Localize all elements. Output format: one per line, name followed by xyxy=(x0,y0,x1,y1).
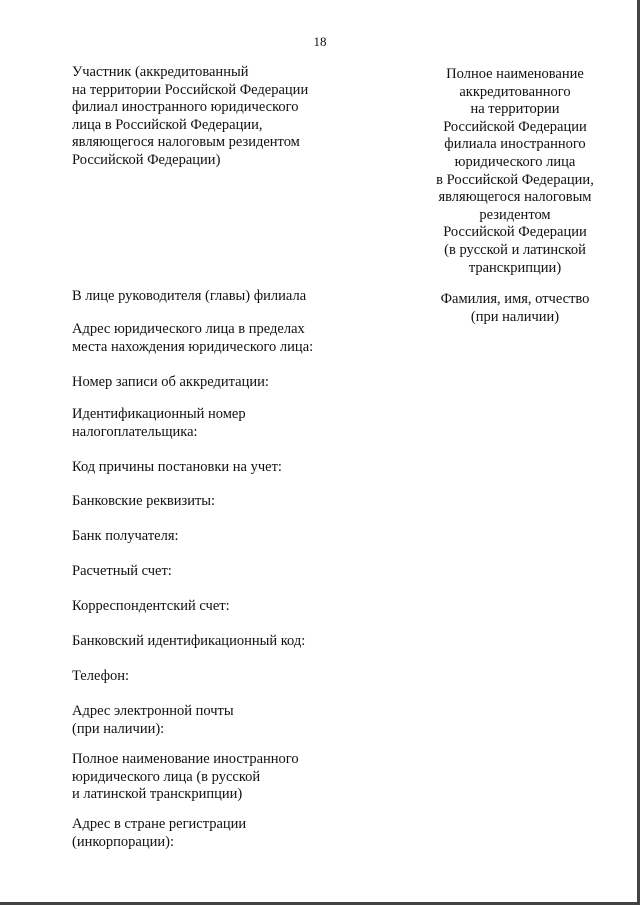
bank-details-label: Банковские реквизиты: xyxy=(72,493,216,509)
registration-country-address-label: Адрес в стране регистрации (инкорпорации): xyxy=(72,816,247,850)
representative-label: В лице руководителя (главы) филиала xyxy=(72,288,307,304)
tax-id-label: Идентификационный номер налогоплательщика: xyxy=(72,406,246,440)
settlement-account-label: Расчетный счет: xyxy=(72,563,172,579)
foreign-entity-full-name-label: Полное наименование иностранного юридического лица (в русской и латинской транскрипции) xyxy=(72,751,299,803)
recipient-bank-label: Банк получателя: xyxy=(72,528,179,544)
participant-label: Участник (аккредитованный на территории Российской Федерации филиал иностранного юридического лица в Российской Федерации, являющегося налоговым резидентом Российской Федерации) xyxy=(72,64,309,168)
registration-reason-code-label: Код причины постановки на учет: xyxy=(72,459,282,475)
accreditation-record-number-label: Номер записи об аккредитации: xyxy=(72,374,269,390)
email-label: Адрес электронной почты (при наличии): xyxy=(72,703,234,737)
legal-address-label: Адрес юридического лица в пределах места нахождения юридического лица: xyxy=(72,321,314,355)
phone-label: Телефон: xyxy=(72,668,130,684)
representative-name-caption: Фамилия, имя, отчество (при наличии) xyxy=(440,291,590,325)
correspondent-account-label: Корреспондентский счет: xyxy=(72,598,230,614)
page-number: 18 xyxy=(313,34,327,49)
bank-identification-code-label: Банковский идентификационный код: xyxy=(72,633,306,649)
participant-full-name-caption: Полное наименование аккредитованного на территории Российской Федерации филиала иностранного юридического лица в Российской Федерации, являющегося налоговым резидентом Российской Федерации (в русской и латинской транскрипции) xyxy=(436,66,594,276)
